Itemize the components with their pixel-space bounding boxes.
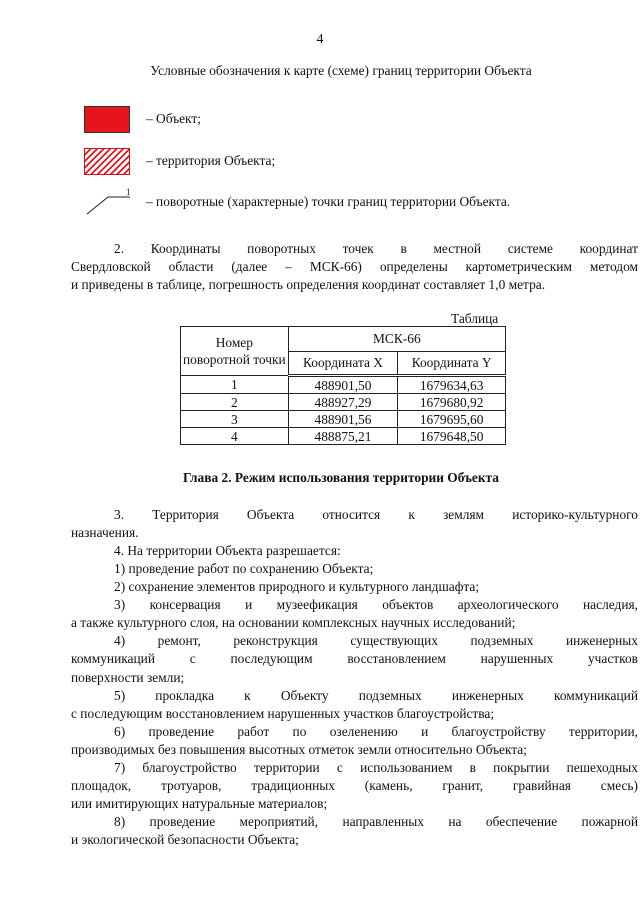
legend-item-object	[84, 104, 201, 134]
legend-label: – территория Объекта;	[146, 153, 276, 168]
header-y: Координата Y	[398, 352, 506, 376]
turning-point-icon	[84, 187, 134, 217]
object-symbol-icon	[84, 106, 130, 133]
legend-title: Условные обозначения к карте (схеме) границ территории Объекта	[150, 63, 532, 78]
header-point-number: Номер поворотной точки	[181, 327, 289, 376]
legend-item-territory	[84, 146, 276, 176]
paragraph-3: 3. Территория Объекта относится к землям историко-культурного назначения.	[71, 507, 638, 541]
legend-label: – Объект;	[146, 111, 201, 126]
legend-label: – поворотные (характерные) точки границ территории Объекта.	[146, 194, 511, 209]
list-item: 6) проведение работ по озеленению и благоустройству территории,	[114, 723, 638, 739]
permitted-list: 1) проведение работ по сохранению Объекта; 2) сохранение элементов природного и культурного ландшафта; 3) консервация и музеефикация объектов археологического наследия, а также культурного слоя, на основании комплексных научных исследований; 4) ремонт, реконструкция существующих подземных инженерных коммуникаций с последующим восстановлением нарушенных участков поверхности земли; 5) прокладка к Объекту подземных инженерных коммуникаций с последующим восстановлением нарушенных участков благоустройства; 6) проведение работ по озеленению и благоустройству территории, производимых без повышения высотных отметок земли относительно Объекта; 7) благоустройство территории с использованием в покрытии пешеходных площадок, тротуаров, традиционных (камень, гранит, гравийная смесь) или имитирующих натуральные материалов; 8) проведение мероприятий, направленных на обеспечение пожарной и экологической безопасности Объекта;	[71, 561, 638, 848]
header-system: МСК-66	[288, 327, 505, 352]
list-item: 7) благоустройство территории с использованием в покрытии пешеходных	[114, 760, 638, 776]
paragraph-2: 2. Координаты поворотных точек в местной системе координат Свердловской области (далее – МСК-66) определены картометрическим методом и приведены в таблице, погрешность определения координат составляет 1,0 метра.	[71, 241, 638, 293]
table-caption: Таблица	[451, 311, 499, 326]
header-x: Координата X	[288, 352, 398, 376]
list-item: 2) сохранение элементов природного и культурного ландшафта;	[114, 579, 480, 595]
table-row: 4 488875,21 1679648,50	[181, 428, 506, 445]
table-row: 2 488927,29 1679680,92	[181, 394, 506, 411]
list-item: 3) консервация и музеефикация объектов археологического наследия,	[114, 597, 638, 613]
coordinates-table	[180, 326, 506, 445]
list-item: 8) проведение мероприятий, направленных на обеспечение пожарной	[114, 814, 638, 830]
table-row: 3 488901,56 1679695,60	[181, 411, 506, 428]
list-item: 4) ремонт, реконструкция существующих подземных инженерных	[114, 633, 638, 649]
paragraph-4-intro: 4. На территории Объекта разрешается:	[114, 543, 341, 558]
page-number: 4	[316, 32, 324, 47]
list-item: 1) проведение работ по сохранению Объекта;	[114, 561, 374, 576]
list-item: 5) прокладка к Объекту подземных инженерных коммуникаций	[114, 687, 638, 703]
table-row: 1 488901,50 1679634,63	[181, 376, 506, 394]
chapter-title: Глава 2. Режим использования территории Объекта	[183, 470, 499, 485]
turning-point-number: 1	[126, 187, 131, 197]
territory-hatch-icon	[84, 148, 130, 175]
legend-item-turning-points	[84, 187, 511, 217]
